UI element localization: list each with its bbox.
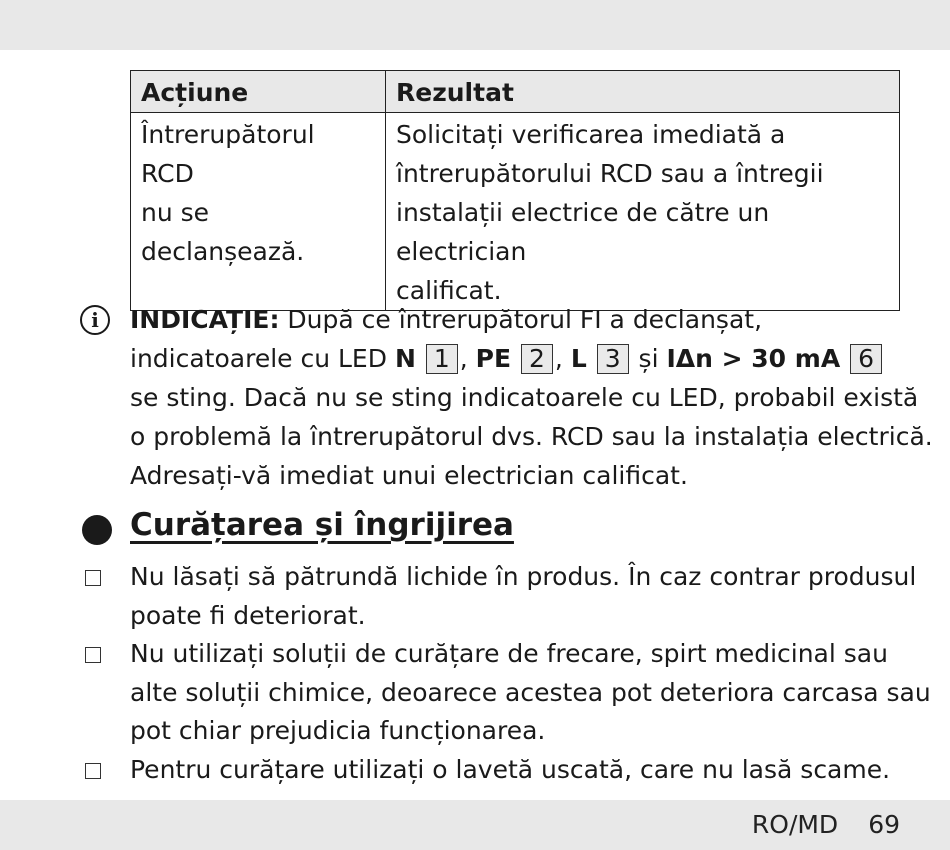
table-header-result: Rezultat [386, 71, 900, 113]
list-line: pot chiar prejudicia funcționarea. [130, 716, 546, 745]
led-label-n: N [394, 344, 416, 373]
table-cell-result [386, 113, 900, 311]
action-result-table [130, 70, 900, 311]
table-header-action: Acțiune [131, 71, 386, 113]
led-label-l: L [570, 344, 587, 373]
list-item [0, 558, 950, 635]
note-line [130, 339, 920, 378]
note-line [130, 300, 920, 339]
list-item [0, 751, 950, 790]
conjunction: și [630, 344, 667, 373]
info-icon: i [80, 305, 110, 335]
list-line: poate fi deteriorat. [130, 600, 366, 630]
section-bullet-icon [82, 515, 112, 545]
table-header-row [131, 71, 900, 113]
checkbox-icon [85, 647, 101, 663]
cell-line: nu se declanșează. [141, 198, 305, 266]
top-band [0, 0, 950, 50]
ref-number-1: 1 [426, 344, 458, 374]
list-line: Nu utilizați soluții de curățare de frecare, spirt medicinal sau [130, 639, 888, 668]
ref-number-3: 3 [597, 344, 629, 374]
cell-line: Întrerupătorul RCD [141, 120, 315, 188]
cell-line: întrerupătorului RCD sau a întregii [396, 159, 824, 188]
checkbox-icon [85, 570, 101, 586]
section-title: Curățarea și îngrijirea [130, 507, 514, 543]
care-list [0, 558, 950, 789]
led-label-pe: PE [475, 344, 512, 373]
cell-line: calificat. [396, 276, 502, 305]
ref-number-2: 2 [521, 344, 553, 374]
footer [752, 810, 900, 839]
list-item-text [130, 558, 917, 635]
note-line: Adresați-vă imediat unui electrician calificat. [130, 461, 688, 490]
led-label-idn: IΔn > 30 mA [666, 344, 841, 373]
separator: , [554, 344, 571, 373]
note-line: o problemă la întrerupătorul dvs. RCD sau la instalația electrică. [130, 422, 933, 451]
checkbox-icon [85, 763, 101, 779]
cell-line: instalații electrice de către un electrician [396, 198, 770, 266]
note-line: se sting. Dacă nu se sting indicatoarele cu LED, probabil există [130, 383, 919, 412]
list-line: Nu lăsați să pătrundă lichide în produs. În caz contrar produsul [130, 562, 917, 591]
note-text: După ce întrerupătorul FI a declanșat, [279, 305, 763, 334]
list-line: alte soluții chimice, deoarece acestea pot deteriora carcasa sau [130, 677, 931, 707]
separator: , [459, 344, 476, 373]
table-row [131, 113, 900, 311]
list-item-text [130, 751, 910, 790]
list-line: Pentru curățare utilizați o lavetă uscată, care nu lasă scame. [130, 754, 891, 784]
list-item [0, 635, 950, 751]
table-cell-action [131, 113, 386, 311]
footer-language: RO/MD [751, 810, 839, 839]
note-paragraph [130, 300, 933, 495]
note-text: indicatoarele cu LED [130, 344, 395, 373]
cell-line: Solicitați verificarea imediată a [396, 120, 786, 149]
ref-number-6: 6 [850, 344, 882, 374]
list-item-text [130, 635, 931, 751]
page-number: 69 [868, 810, 900, 839]
note-label: INDICAȚIE: [130, 305, 280, 334]
